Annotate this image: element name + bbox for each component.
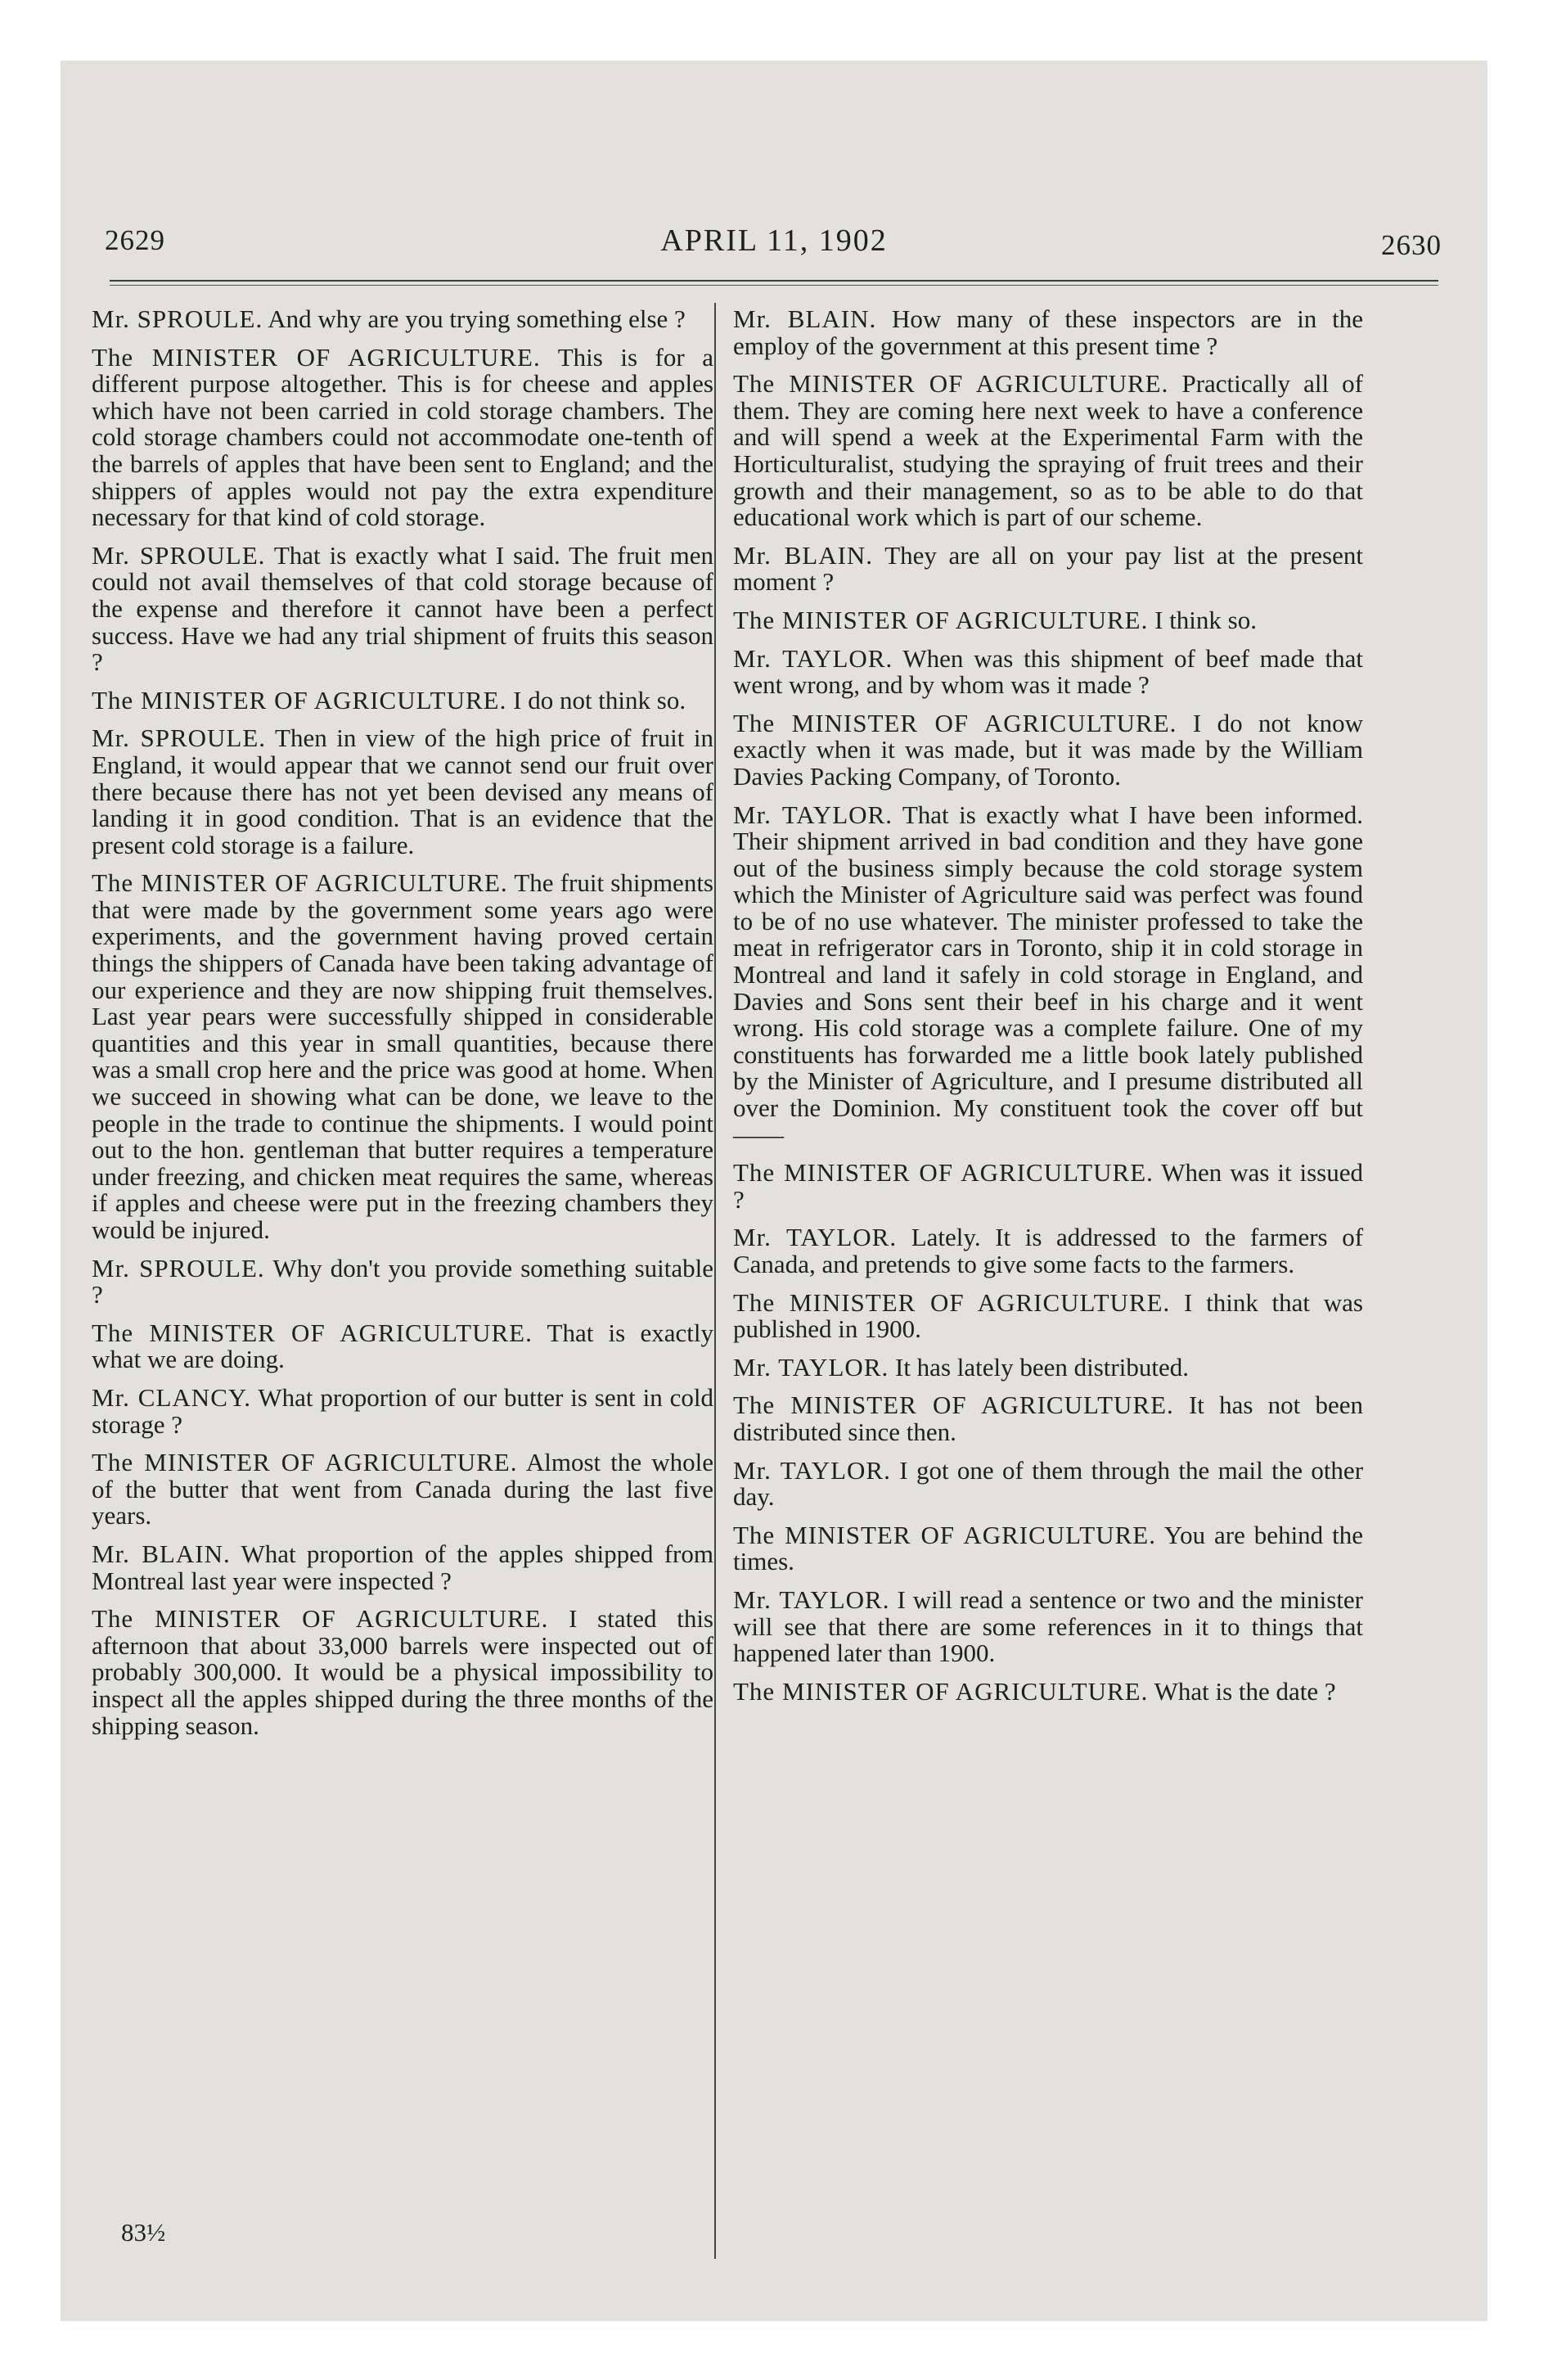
speech-paragraph [92,342,713,532]
speech-text: They are all on your pay list at the present moment ? [733,540,1363,597]
speaker-name: The MINISTER OF AGRICULTURE. [733,708,1177,737]
speaker-name: The MINISTER OF AGRICULTURE. [733,1158,1154,1188]
speech-text: When was this shipment of beef made that went wrong, and by whom was it made ? [733,643,1363,700]
speech-paragraph [733,802,1363,1149]
speech-text: Then in view of the high price of fruit in England, it would appear that we cannot send our fruit over there because there has not yet been devised any means of landing it in good condition. That is an evidence that the present cold storage is a failure. [92,723,713,859]
page-number-right: 2630 [1381,229,1442,261]
speech-paragraph [92,1541,713,1594]
speech-paragraph [733,306,1363,359]
speech-text: That is exactly what we are doing. [92,1318,713,1374]
speech-text: Practically all of them. They are coming here next week to have a conference and will spend a week at the Experimental Farm with the Horticulturalist, studying the spraying of fruit trees and their growth and their management, so as to be able to do that educational work which is part of our scheme. [733,369,1363,532]
speaker-name: Mr. SPROULE. [92,1253,265,1282]
speech-paragraph [92,1382,713,1439]
speech-paragraph [92,306,713,333]
speech-text: You are behind the times. [733,1520,1363,1576]
speech-paragraph [733,1522,1363,1575]
speech-paragraph [92,1606,713,1739]
speech-text: I think that was published in 1900. [733,1287,1363,1344]
speaker-name: The MINISTER OF AGRICULTURE. [92,868,508,898]
speech-text: I stated this afternoon that about 33,000 barrels were inspected out of probably 300,000. It would be a physical impossibility to inspect all the apples shipped during the three months of the shipping season. [92,1604,713,1740]
speech-paragraph [733,540,1363,597]
speech-text: That is exactly what I have been informed. Their shipment arrived in bad condition and they have gone out of the business simply because the cold storage system which the Minister of Agriculture said was perfect was found to be of no use whatever. The minister professed to take the meat in refrigerator cars in Toronto, ship it in cold storage in Montreal and land it safely in cold storage in England, and Davies and Sons sent their beef in his charge and it went wrong. His cold storage was a complete failure. One of my constituents has forwarded me a little book lately published by the Minister of Agriculture, and I presume distributed all over the Dominion. My constituent took the cover off but—— [733,800,1363,1149]
speaker-name: Mr. SPROULE. [92,723,267,753]
speaker-name: Mr. TAYLOR. [733,643,893,673]
speech-paragraph [733,1584,1364,1668]
page-date-header: APRIL 11, 1902 [660,223,888,258]
speaker-name: Mr. TAYLOR. [733,1455,891,1485]
left-column [92,306,713,1751]
header-rule [110,280,1438,282]
speech-text: And why are you trying something else ? [268,304,686,333]
signature-mark: 83½ [121,2218,166,2247]
speech-paragraph [733,1160,1363,1213]
speaker-name: The MINISTER OF AGRICULTURE. [733,369,1169,399]
speech-paragraph [92,725,713,859]
speaker-name: Mr. TAYLOR. [733,1584,890,1614]
scanned-page [61,61,1487,2321]
speech-text: When was it issued ? [733,1158,1363,1214]
header-rule-thin [110,285,1438,286]
speech-text: I will read a sentence or two and the minister will see that there are some references in it to things that happened later than 1900. [733,1584,1364,1668]
speaker-name: The MINISTER OF AGRICULTURE. [733,605,1149,634]
speaker-name: Mr. TAYLOR. [733,1223,898,1252]
speech-paragraph [92,687,713,714]
speaker-name: The MINISTER OF AGRICULTURE. [92,1318,533,1347]
speech-paragraph [733,1455,1364,1512]
speech-text: It has lately been distributed. [895,1352,1189,1382]
speech-text: How many of these inspectors are in the employ of the government at this present time ? [733,304,1364,360]
speech-text: I think so. [1154,605,1257,634]
speech-paragraph [733,371,1363,531]
speech-text: Why don't you provide something suitable ? [92,1253,713,1309]
speech-text: This is for a different purpose altogether. This is for cheese and apples which have not been carried in cold storage chambers. The cold storage chambers could not accommodate one-tenth of the barrels of apples that have been sent to England; and the shippers of apples would not pay the extra expenditure necessary for that kind of cold storage. [92,342,713,532]
speaker-name: Mr. TAYLOR. [733,1352,889,1382]
speech-paragraph [92,1320,713,1373]
page-number-left: 2629 [105,224,165,256]
speech-paragraph [733,1224,1363,1278]
speaker-name: Mr. BLAIN. [733,304,877,333]
speech-text: What is the date ? [1154,1676,1336,1706]
speech-text: That is exactly what I said. The fruit men could not avail themselves of that cold storage because of the expense and therefore it cannot have been a perfect success. Have we had any trial shipment of fruits this season ? [92,540,714,677]
column-divider [714,303,716,2259]
speech-paragraph [733,1676,1363,1706]
speaker-name: The MINISTER OF AGRICULTURE. [733,1287,1171,1317]
speech-text: I do not know exactly when it was made, but it was made by the William Davies Packing Company, of Toronto. [733,708,1363,791]
speaker-name: Mr. BLAIN. [733,540,874,570]
speech-text: Almost the whole of the butter that went from Canada during the last five years. [92,1448,713,1530]
speech-text: It has not been distributed since then. [733,1391,1364,1446]
speech-paragraph [733,1352,1363,1382]
right-column [733,306,1363,1716]
speaker-name: Mr. SPROULE. [92,304,263,333]
speech-paragraph [733,643,1363,700]
speech-text: I do not think so. [513,685,686,714]
speech-paragraph [733,1392,1363,1445]
speech-paragraph [733,710,1363,791]
speech-paragraph [92,870,713,1243]
speaker-name: The MINISTER OF AGRICULTURE. [92,1604,549,1634]
speaker-name: The MINISTER OF AGRICULTURE. [92,1448,518,1477]
speaker-name: Mr. CLANCY. [92,1382,252,1412]
speech-text: What proportion of the apples shipped from Montreal last year were inspected ? [92,1539,713,1595]
speech-text: What proportion of our butter is sent in cold storage ? [92,1382,713,1439]
speech-paragraph [92,1255,713,1309]
speaker-name: Mr. TAYLOR. [733,800,893,829]
speech-paragraph [733,1287,1363,1344]
speaker-name: The MINISTER OF AGRICULTURE. [733,1676,1149,1706]
speech-text: I got one of them through the mail the other day. [733,1455,1364,1512]
speaker-name: The MINISTER OF AGRICULTURE. [92,342,541,372]
speech-paragraph [92,1449,713,1530]
speaker-name: The MINISTER OF AGRICULTURE. [733,1391,1174,1420]
speaker-name: Mr. SPROULE. [92,540,266,570]
speech-text: Lately. It is addressed to the farmers of Canada, and pretends to give some facts to the farmers. [733,1223,1364,1278]
speech-paragraph [92,540,714,677]
speech-text: The fruit shipments that were made by the government some years ago were experiments, and the government having proved certain things the shippers of Canada have been taking advantage of our experience and they are now shipping fruit themselves. Last year pears were successfully shipped in considerable quantities and this year in small quantities, because there was a small crop here and the price was good at home. When we succeed in showing what can be done, we leave to the people in the trade to continue the shipments. I would point out to the hon. gentleman that butter requires a temperature under freezing, and chicken meat requires the same, whereas if apples and cheese were put in the freezing chambers they would be injured. [92,868,713,1244]
speech-paragraph [733,607,1363,634]
speaker-name: The MINISTER OF AGRICULTURE. [733,1520,1156,1549]
speaker-name: The MINISTER OF AGRICULTURE. [92,685,507,714]
speaker-name: Mr. BLAIN. [92,1539,231,1568]
